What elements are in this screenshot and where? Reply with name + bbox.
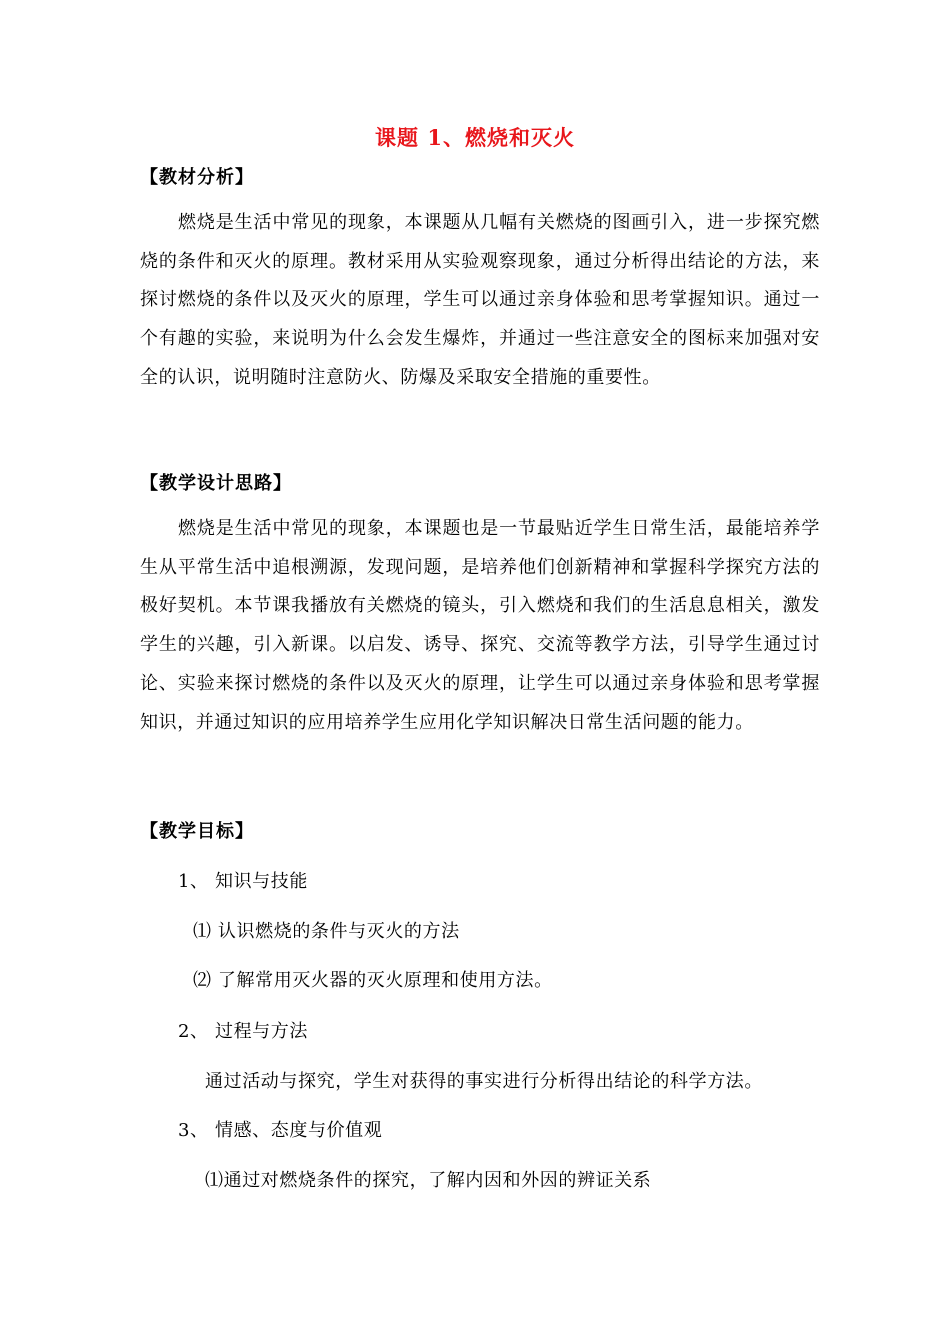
goal-process-text: 通过活动与探究，学生对获得的事实进行分析得出结论的科学方法。 bbox=[205, 1071, 763, 1092]
goal-item-knowledge: 1、 知识与技能 bbox=[178, 871, 308, 892]
heading-teaching-design: 【教学设计思路】 bbox=[140, 473, 292, 494]
heading-material-analysis: 【教材分析】 bbox=[140, 167, 254, 188]
paragraph-teaching-design: 燃烧是生活中常见的现象，本课题也是一节最贴近学生日常生活，最能培养学生从平常生活中追根溯源，发现问题，是培养他们创新精神和掌握科学探究方法的极好契机。本节课我播放有关燃烧的镜头，引入燃烧和我们的生活息息相关，激发学生的兴趣，引入新课。以启发、诱导、探究、交流等教学方法，引导学生通过讨论、实验来探讨燃烧的条件以及灭火的原理，让学生可以通过亲身体验和思考掌握知识，并通过知识的应用培养学生应用化学知识解决日常生活问题的能力。 bbox=[140, 518, 820, 733]
goal-item-emotion: 3、 情感、态度与价值观 bbox=[178, 1120, 383, 1141]
heading-teaching-goals: 【教学目标】 bbox=[140, 821, 254, 842]
goal-knowledge-sub1: ⑴ 认识燃烧的条件与灭火的方法 bbox=[193, 921, 460, 942]
paragraph-material-analysis: 燃烧是生活中常见的现象，本课题从几幅有关燃烧的图画引入，进一步探究燃烧的条件和灭火的原理。教材采用从实验观察现象，通过分析得出结论的方法，来探讨燃烧的条件以及灭火的原理，学生可以通过亲身体验和思考掌握知识。通过一个有趣的实验，来说明为什么会发生爆炸，并通过一些注意安全的图标来加强对安全的认识，说明随时注意防火、防爆及采取安全措施的重要性。 bbox=[140, 212, 820, 388]
goal-item-process: 2、 过程与方法 bbox=[178, 1021, 308, 1042]
goal-emotion-sub1: ⑴通过对燃烧条件的探究，了解内因和外因的辨证关系 bbox=[205, 1170, 652, 1191]
goal-knowledge-sub2: ⑵ 了解常用灭火器的灭火原理和使用方法。 bbox=[193, 970, 553, 991]
page-title: 课题 1、燃烧和灭火 bbox=[375, 125, 575, 150]
